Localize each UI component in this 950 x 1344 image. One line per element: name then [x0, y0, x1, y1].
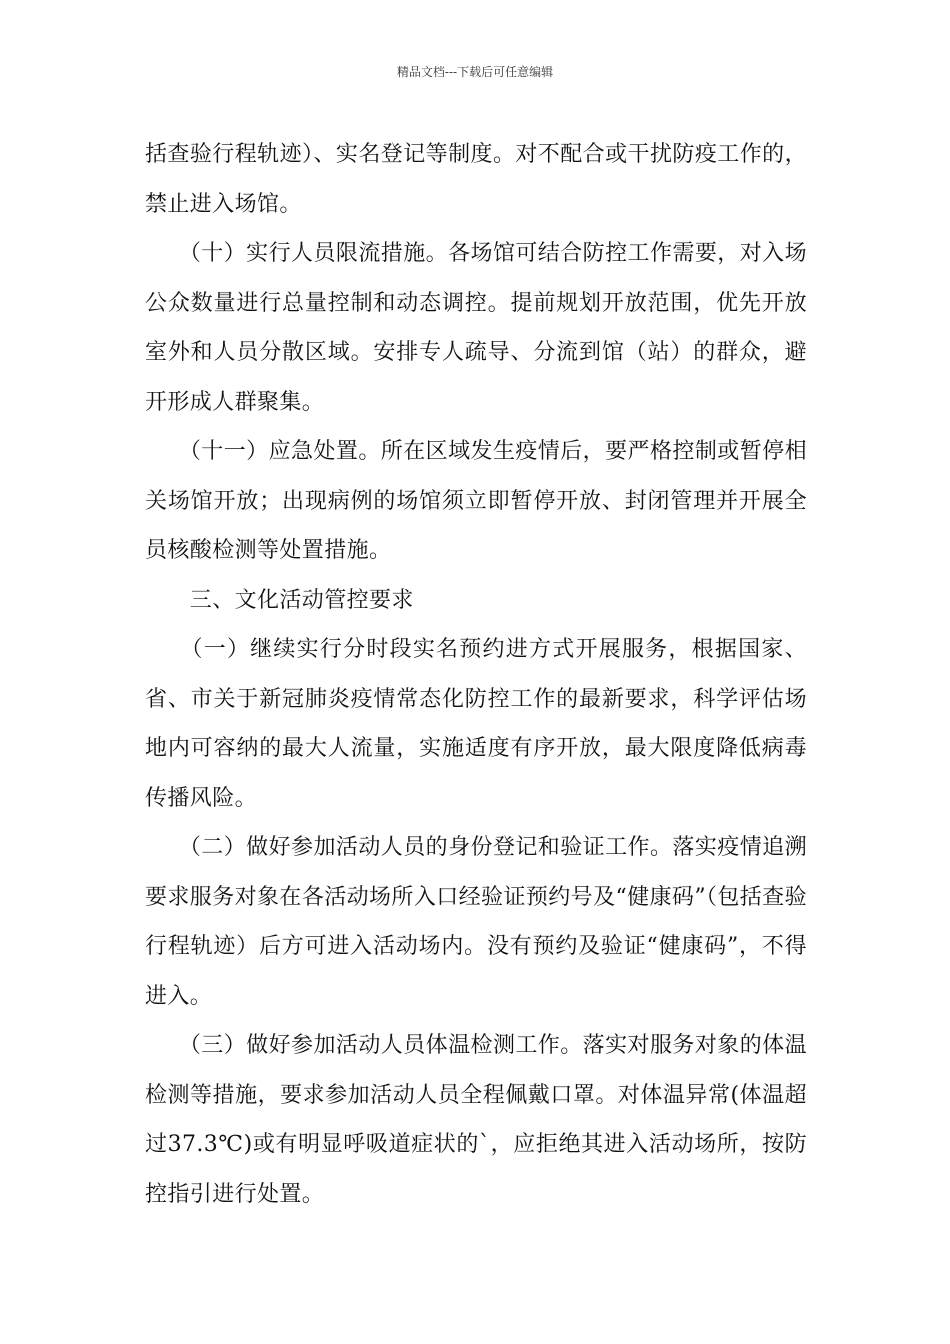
paragraph: （二）做好参加活动人员的身份登记和验证工作。落实疫情追溯要求服务对象在各活动场所入口经验证预约号及“健康码”（包括查验行程轨迹）后方可进入活动场内。没有预约及验证“健康码”，不得进入。 — [145, 835, 807, 1009]
paragraph: （十）实行人员限流措施。各场馆可结合防控工作需要，对入场公众数量进行总量控制和动态调控。提前规划开放范围，优先开放室外和人员分散区域。安排专人疏导、分流到馆（站）的群众，避开形成人群聚集。 — [145, 241, 807, 415]
paragraph: （三）做好参加活动人员体温检测工作。落实对服务对象的体温检测等措施，要求参加活动人员全程佩戴口罩。对体温异常(体温超过37.3℃)或有明显呼吸道症状的`，应拒绝其进入活动场所，按防控指引进行处置。 — [145, 1033, 807, 1207]
document-body — [145, 130, 807, 1219]
paragraph: （十一）应急处置。所在区域发生疫情后，要严格控制或暂停相关场馆开放；出现病例的场馆须立即暂停开放、封闭管理并开展全员核酸检测等处置措施。 — [145, 439, 807, 563]
paragraph: （一）继续实行分时段实名预约进方式开展服务，根据国家、省、市关于新冠肺炎疫情常态化防控工作的最新要求，科学评估场地内可容纳的最大人流量，实施适度有序开放，最大限度降低病毒传播风险。 — [145, 637, 807, 811]
page-header: 精品文档---下载后可任意编辑 — [396, 65, 554, 79]
paragraph: 括查验行程轨迹）、实名登记等制度。对不配合或干扰防疫工作的，禁止进入场馆。 — [145, 142, 807, 217]
section-heading: 三、文化活动管控要求 — [145, 587, 414, 613]
